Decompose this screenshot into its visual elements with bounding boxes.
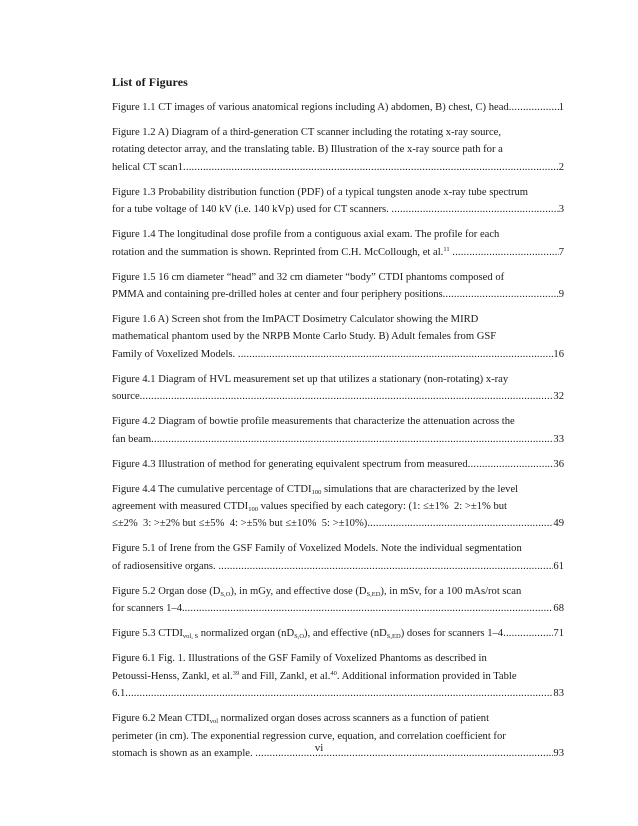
figure-page-number: 36 [553, 458, 564, 470]
caption-segment: Figure 5.2 Organ dose (D [112, 585, 221, 597]
figure-entry-line [112, 388, 564, 405]
figure-entry-line [112, 311, 564, 328]
caption-segment: of radiosensitive organs. [112, 560, 219, 572]
figure-entry-line [112, 685, 564, 702]
figure-page-number: 32 [553, 391, 564, 403]
figure-page-number: 16 [553, 348, 564, 360]
subscript: S,ED [366, 590, 381, 598]
figure-entry-line [112, 583, 564, 600]
caption-segment: perimeter (in cm). The exponential regression curve, equation, and correlation coefficient for [112, 730, 506, 742]
figure-entry-line [112, 328, 564, 345]
figure-caption-text [112, 201, 391, 218]
dot-leader [367, 515, 553, 532]
figure-caption-text [112, 586, 521, 597]
dot-leader [151, 431, 553, 448]
figure-page-number: 71 [553, 628, 564, 640]
figure-caption-text [112, 159, 183, 176]
figure-caption-text [112, 558, 218, 575]
caption-segment: and Fill, Zankl, et al. [239, 670, 331, 682]
figure-caption-text [112, 229, 499, 240]
figure-entry-line [112, 431, 564, 448]
figure-page-number: 68 [553, 603, 564, 615]
caption-segment: 6.1 [112, 688, 126, 700]
figure-caption-text [112, 600, 185, 617]
figure-entry-line [112, 371, 564, 388]
caption-segment: normalized organ (nD [198, 628, 295, 640]
figure-entry[interactable] [112, 456, 564, 473]
dot-leader [509, 99, 559, 116]
figure-page-number: 93 [553, 747, 564, 759]
figure-entry[interactable] [112, 226, 564, 261]
caption-segment: PMMA and containing pre-drilled holes at center and four periphery positions. [112, 289, 446, 301]
caption-segment: Figure 6.1 Fig. 1. Illustrations of the GSF Family of Voxelized Phantoms as described in [112, 653, 487, 665]
caption-segment: Figure 1.4 The longitudinal dose profile from a contiguous axial exam. The profile for each [112, 229, 500, 241]
caption-segment: helical CT scan1 [112, 161, 183, 173]
figure-entry-line [112, 244, 564, 261]
dot-leader [503, 625, 553, 642]
figure-entry-line [112, 650, 564, 667]
caption-segment: Figure 1.2 A) Diagram of a third-generation CT scanner including the rotating x-ray source, [112, 127, 502, 138]
figure-entry-line [112, 141, 564, 158]
figure-entry[interactable] [112, 583, 564, 618]
list-of-figures-heading: List of Figures [112, 75, 188, 89]
figure-caption-text [112, 515, 367, 532]
figure-entry-line [112, 558, 564, 575]
figure-entry[interactable] [112, 625, 564, 642]
caption-segment: Figure 5.3 CTDI [112, 628, 183, 640]
caption-segment: rotating detector array, and the translating table. B) Illustration of the x-ray source path for a [112, 144, 503, 156]
caption-segment: ), in mGy, and effective dose (D [230, 585, 367, 597]
caption-segment: normalized organ doses across scanners as a function of patient [218, 713, 490, 725]
figure-entry-line [112, 159, 564, 176]
figure-entry-line [112, 99, 564, 116]
caption-segment: rotation and the summation is shown. Reprinted from C.H. McCollough, et al. [112, 246, 444, 258]
figure-entry[interactable] [112, 269, 564, 304]
subscript: 100 [248, 506, 258, 514]
caption-segment: Figure 4.4 The cumulative percentage of CTDI [112, 483, 312, 495]
caption-segment: ), and effective (nD [304, 628, 387, 640]
subscript: vol, S [182, 633, 199, 641]
figure-page-number: 61 [553, 560, 564, 572]
figure-entry-line [112, 269, 564, 286]
figure-caption-text [112, 272, 504, 283]
caption-segment: simulations that are characterized by the level [321, 483, 519, 495]
caption-segment: Figure 1.6 A) Screen shot from the ImPACT Dosimetry Calculator showing the MIRD [112, 314, 479, 326]
caption-segment: for scanners 1–4. [112, 603, 185, 615]
figure-caption-text [112, 187, 528, 198]
figure-caption-text [112, 244, 452, 261]
caption-segment: Figure 1.1 CT images of various anatomical regions including A) abdomen, B) chest, C) head [112, 102, 509, 113]
caption-segment: ), in mSv, for a 100 mAs/rot scan [380, 585, 522, 597]
subscript: S,O [220, 590, 231, 598]
figure-entry[interactable] [112, 540, 564, 575]
figure-caption-text [112, 127, 501, 138]
dot-leader [185, 600, 554, 617]
figure-entry[interactable] [112, 311, 564, 363]
caption-segment: Family of Voxelized Models. [112, 348, 238, 360]
dot-leader [125, 685, 553, 702]
page-number-footer: vi [314, 742, 324, 754]
figure-entry-line [112, 201, 564, 218]
dot-leader [468, 456, 554, 473]
figure-entry-line [112, 346, 564, 363]
caption-segment: . Additional information provided in Table [336, 670, 517, 682]
figure-entry[interactable] [112, 413, 564, 448]
figure-caption-text [112, 456, 468, 473]
caption-segment: Figure 4.2 Diagram of bowtie profile measurements that characterize the attenuation across the [112, 416, 515, 428]
figure-entry-line [112, 184, 564, 201]
dot-leader [140, 388, 554, 405]
subscript: S,O [294, 633, 305, 641]
figure-caption-text [112, 431, 151, 448]
figure-entry-line [112, 625, 564, 642]
figure-caption-text [112, 99, 509, 116]
caption-segment: Figure 1.3 Probability distribution function (PDF) of a typical tungsten anode x-ray tube spectrum [112, 186, 529, 198]
caption-segment: values specified by each category: (1: ≤±1% 2: >±1% but [257, 501, 507, 513]
figure-entry-line [112, 515, 564, 532]
figure-entry[interactable] [112, 710, 564, 762]
figure-entry-line [112, 668, 564, 685]
caption-segment: stomach is shown as an example. [112, 747, 256, 759]
figure-entry-line [112, 124, 564, 141]
dot-leader [452, 244, 558, 261]
figure-entry-line [112, 481, 564, 498]
figure-entry-line [112, 710, 564, 727]
figure-entry-line [112, 413, 564, 430]
dot-leader [445, 286, 558, 303]
dot-leader [218, 558, 553, 575]
figure-entry[interactable] [112, 184, 564, 219]
figure-entry-line [112, 540, 564, 557]
caption-segment: ≤±2% 3: >±2% but ≤±5% 4: >±5% but ≤±10% 5: >±10%) [112, 518, 368, 530]
figure-caption-text [112, 625, 503, 642]
reference-superscript: 11 [443, 245, 450, 253]
caption-segment: source [112, 391, 140, 403]
reference-superscript: 39 [232, 669, 240, 677]
figure-caption-text [112, 501, 507, 512]
figure-caption-text [112, 731, 506, 742]
figure-caption-text [112, 346, 238, 363]
figure-caption-text [112, 374, 508, 385]
figure-caption-text [112, 713, 489, 724]
subscript: vol [209, 718, 218, 726]
figure-entry-line [112, 600, 564, 617]
figure-caption-text [112, 543, 522, 554]
caption-segment: Figure 5.1 of Irene from the GSF Family of Voxelized Models. Note the individual segmentation [112, 543, 522, 555]
dot-leader [183, 159, 559, 176]
caption-segment: Figure 6.2 Mean CTDI [112, 713, 210, 725]
subscript: S,ED [386, 633, 401, 641]
caption-segment: Figure 4.3 Illustration of method for generating equivalent spectrum from measured [112, 458, 468, 470]
caption-segment: Petoussi-Henss, Zankl, et al. [112, 670, 233, 682]
caption-segment: Figure 4.1 Diagram of HVL measurement set up that utilizes a stationary (non-rotating) x-ray [112, 373, 509, 385]
figure-caption-text [112, 416, 515, 427]
figure-caption-text [112, 388, 140, 405]
figure-entry-line [112, 286, 564, 303]
figure-entry-line [112, 498, 564, 515]
caption-segment: for a tube voltage of 140 kV (i.e. 140 kVp) used for CT scanners. [112, 204, 392, 216]
figure-page-number: 3 [558, 204, 564, 216]
figure-list [112, 99, 564, 770]
figure-caption-text [112, 144, 503, 155]
figure-entry[interactable] [112, 99, 564, 116]
caption-segment: mathematical phantom used by the NRPB Monte Carlo Study. B) Adult females from GSF [112, 331, 497, 343]
figure-caption-text [112, 286, 445, 303]
figure-entry[interactable] [112, 481, 564, 533]
dot-leader [391, 201, 558, 218]
caption-segment: ) doses for scanners 1–4 [400, 628, 504, 640]
caption-segment: agreement with measured CTDI [112, 501, 249, 513]
figure-caption-text [112, 685, 125, 702]
figure-caption-text [112, 331, 496, 342]
figure-page-number: 7 [558, 246, 564, 258]
figure-page-number: 49 [553, 518, 564, 530]
figure-entry[interactable] [112, 371, 564, 406]
figure-entry-line [112, 226, 564, 243]
figure-entry[interactable] [112, 650, 564, 702]
subscript: 100 [311, 488, 322, 496]
figure-entry[interactable] [112, 124, 564, 176]
reference-superscript: 40 [330, 669, 337, 677]
dot-leader [238, 346, 554, 363]
figure-page-number: 2 [558, 161, 564, 173]
figure-caption-text [112, 653, 487, 664]
caption-segment: fan beam [112, 433, 152, 445]
caption-segment: Figure 1.5 16 cm diameter “head” and 32 cm diameter “body” CTDI phantoms composed of [112, 271, 505, 283]
figure-caption-text [112, 314, 478, 325]
figure-caption-text [112, 484, 518, 495]
figure-page-number: 33 [553, 433, 564, 445]
figure-page-number: 9 [558, 289, 564, 301]
figure-caption-text [112, 671, 517, 682]
figure-entry-line [112, 456, 564, 473]
figure-page-number: 1 [558, 102, 564, 113]
figure-page-number: 83 [553, 688, 564, 700]
